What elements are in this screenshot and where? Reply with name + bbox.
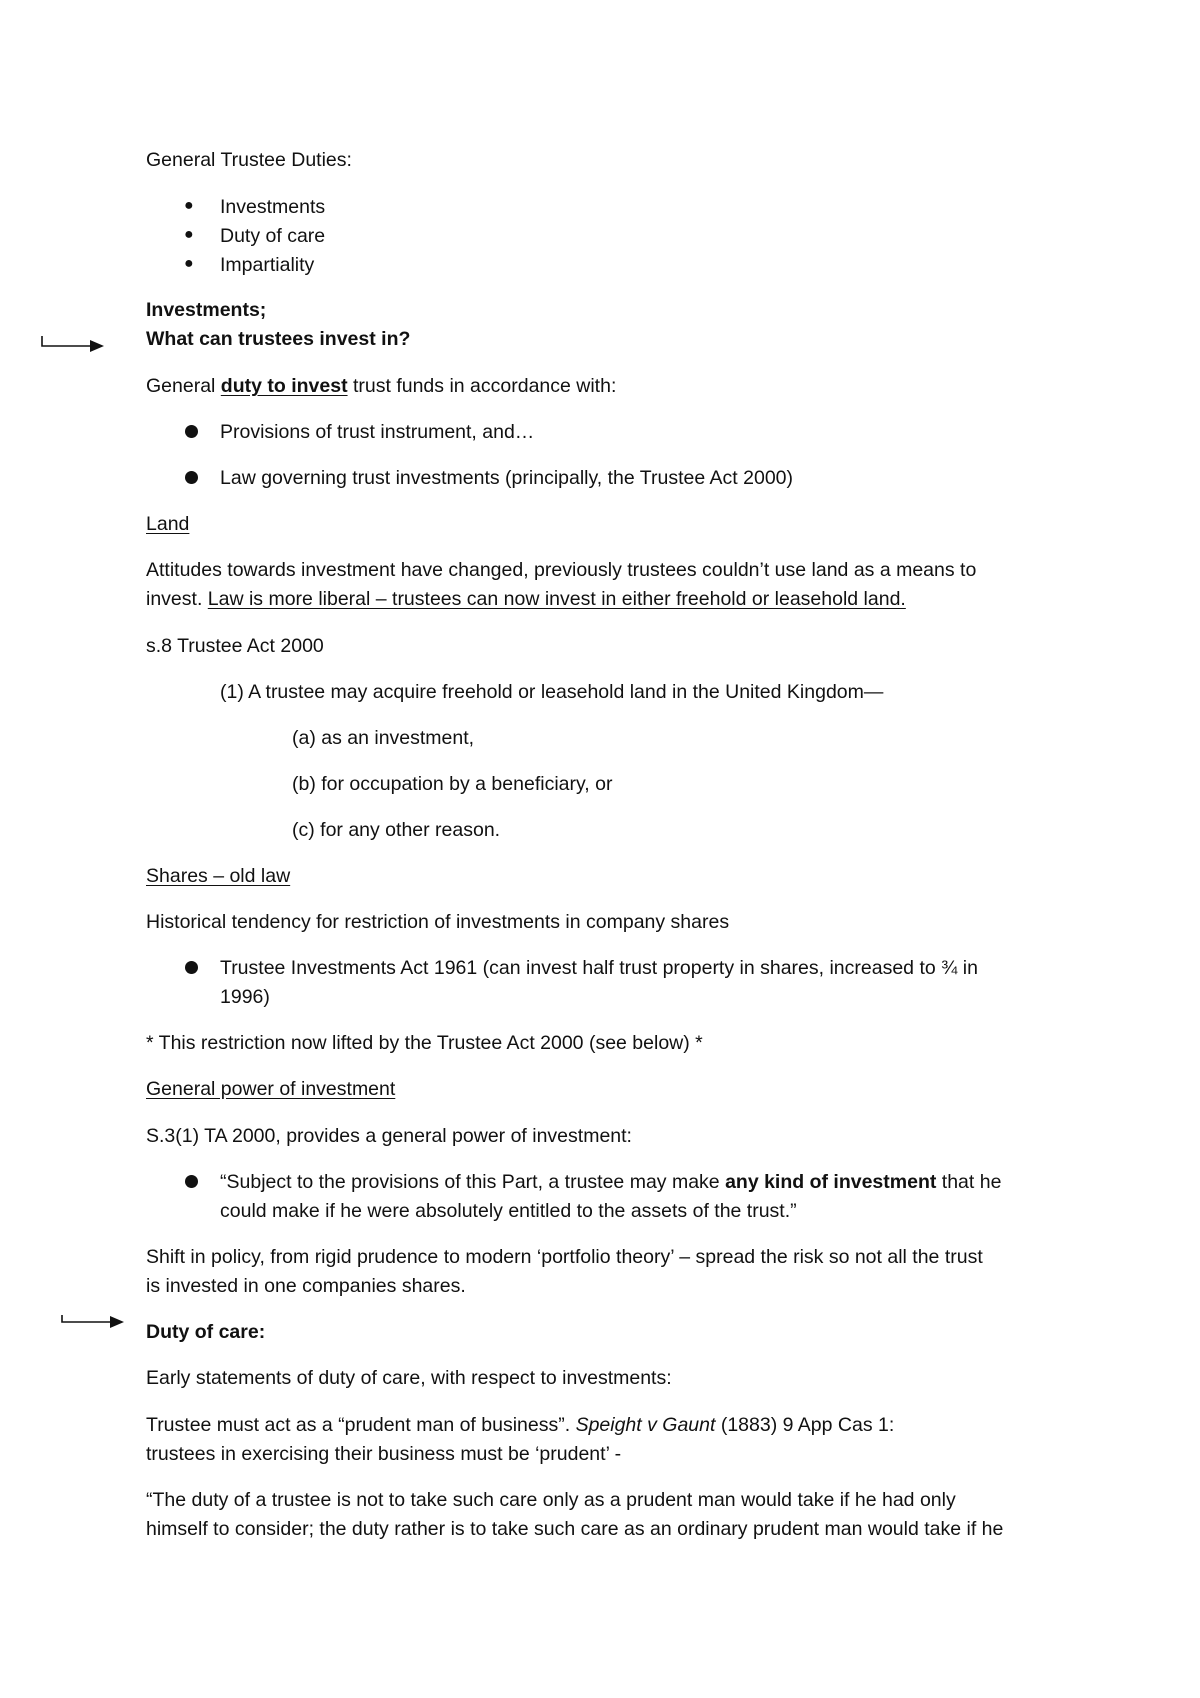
shares-intro: Historical tendency for restriction of investments in company shares [146, 911, 730, 933]
arrow-icon [60, 1311, 128, 1331]
general-power-statute: S.3(1) TA 2000, provides a general power of investment: [146, 1125, 632, 1147]
land-item-c: (c) for any other reason. [292, 819, 501, 841]
general-power-quote-line [220, 1170, 1001, 1194]
general-power-heading: General power of investment [146, 1078, 396, 1100]
quote-emphasis: any kind of investment [725, 1171, 937, 1193]
shares-note: * This restriction now lifted by the Trustee Act 2000 (see below) * [146, 1032, 703, 1054]
land-paragraph-line [146, 587, 906, 611]
page-heading: General Trustee Duties: [146, 149, 352, 171]
bullet-icon: ● [184, 197, 194, 214]
duty-item-duty-of-care: Duty of care [220, 225, 326, 247]
shares-heading: Shares – old law [146, 865, 291, 887]
case-text: Trustee must act as a “prudent man of business”. [146, 1414, 576, 1436]
land-text: invest. [146, 588, 208, 610]
shares-bullet-line: 1996) [220, 986, 270, 1008]
duty-of-care-early: Early statements of duty of care, with respect to investments: [146, 1367, 672, 1389]
duty-item-impartiality: Impartiality [220, 254, 315, 276]
bullet-icon: ● [184, 226, 194, 243]
shift-paragraph-line: Shift in policy, from rigid prudence to modern ‘portfolio theory’ – spread the risk so not all the trust [146, 1246, 983, 1268]
duty-to-invest-term: duty to invest [220, 375, 348, 397]
case-text: (1883) 9 App Cas 1: [715, 1414, 895, 1436]
arrow-icon [40, 332, 108, 352]
investments-bullet: Law governing trust investments (principally, the Trustee Act 2000) [220, 467, 794, 489]
case-citation-line [146, 1413, 894, 1437]
intro-text: trust funds in accordance with: [347, 375, 617, 397]
investments-bullet: Provisions of trust instrument, and… [220, 421, 535, 443]
land-heading: Land [146, 513, 190, 535]
duty-of-care-heading: Duty of care: [146, 1321, 266, 1343]
duty-quote-line: “The duty of a trustee is not to take such care only as a prudent man would take if he had only [146, 1489, 956, 1511]
land-item-a: (a) as an investment, [292, 727, 475, 749]
investments-title: Investments; [146, 299, 267, 321]
bullet-icon [185, 425, 198, 438]
investments-question: What can trustees invest in? [146, 328, 411, 350]
land-paragraph-line: Attitudes towards investment have changed, previously trustees couldn’t use land as a means to [146, 559, 977, 581]
land-subsection: (1) A trustee may acquire freehold or leasehold land in the United Kingdom— [220, 681, 884, 703]
shares-bullet-line: Trustee Investments Act 1961 (can invest half trust property in shares, increased to ¾ in [220, 957, 978, 979]
bullet-icon [185, 1175, 198, 1188]
bullet-icon: ● [184, 255, 194, 272]
duty-item-investments: Investments [220, 196, 326, 218]
intro-text: General [146, 375, 221, 397]
case-citation-line: trustees in exercising their business must be ‘prudent’ - [146, 1443, 622, 1465]
land-emphasis: Law is more liberal – trustees can now invest in either freehold or leasehold land. [207, 588, 906, 610]
investments-intro [146, 374, 616, 398]
quote-text: “Subject to the provisions of this Part, a trustee may make [220, 1171, 726, 1193]
land-statute: s.8 Trustee Act 2000 [146, 635, 324, 657]
land-item-b: (b) for occupation by a beneficiary, or [292, 773, 613, 795]
bullet-icon [185, 961, 198, 974]
duty-quote-line: himself to consider; the duty rather is to take such care as an ordinary prudent man would take if he [146, 1518, 1004, 1540]
shift-paragraph-line: is invested in one companies shares. [146, 1275, 466, 1297]
quote-text: that he [936, 1171, 1002, 1193]
bullet-icon [185, 471, 198, 484]
general-power-quote-line: could make if he were absolutely entitled to the assets of the trust.” [220, 1200, 797, 1222]
case-name: Speight v Gaunt [575, 1414, 716, 1436]
